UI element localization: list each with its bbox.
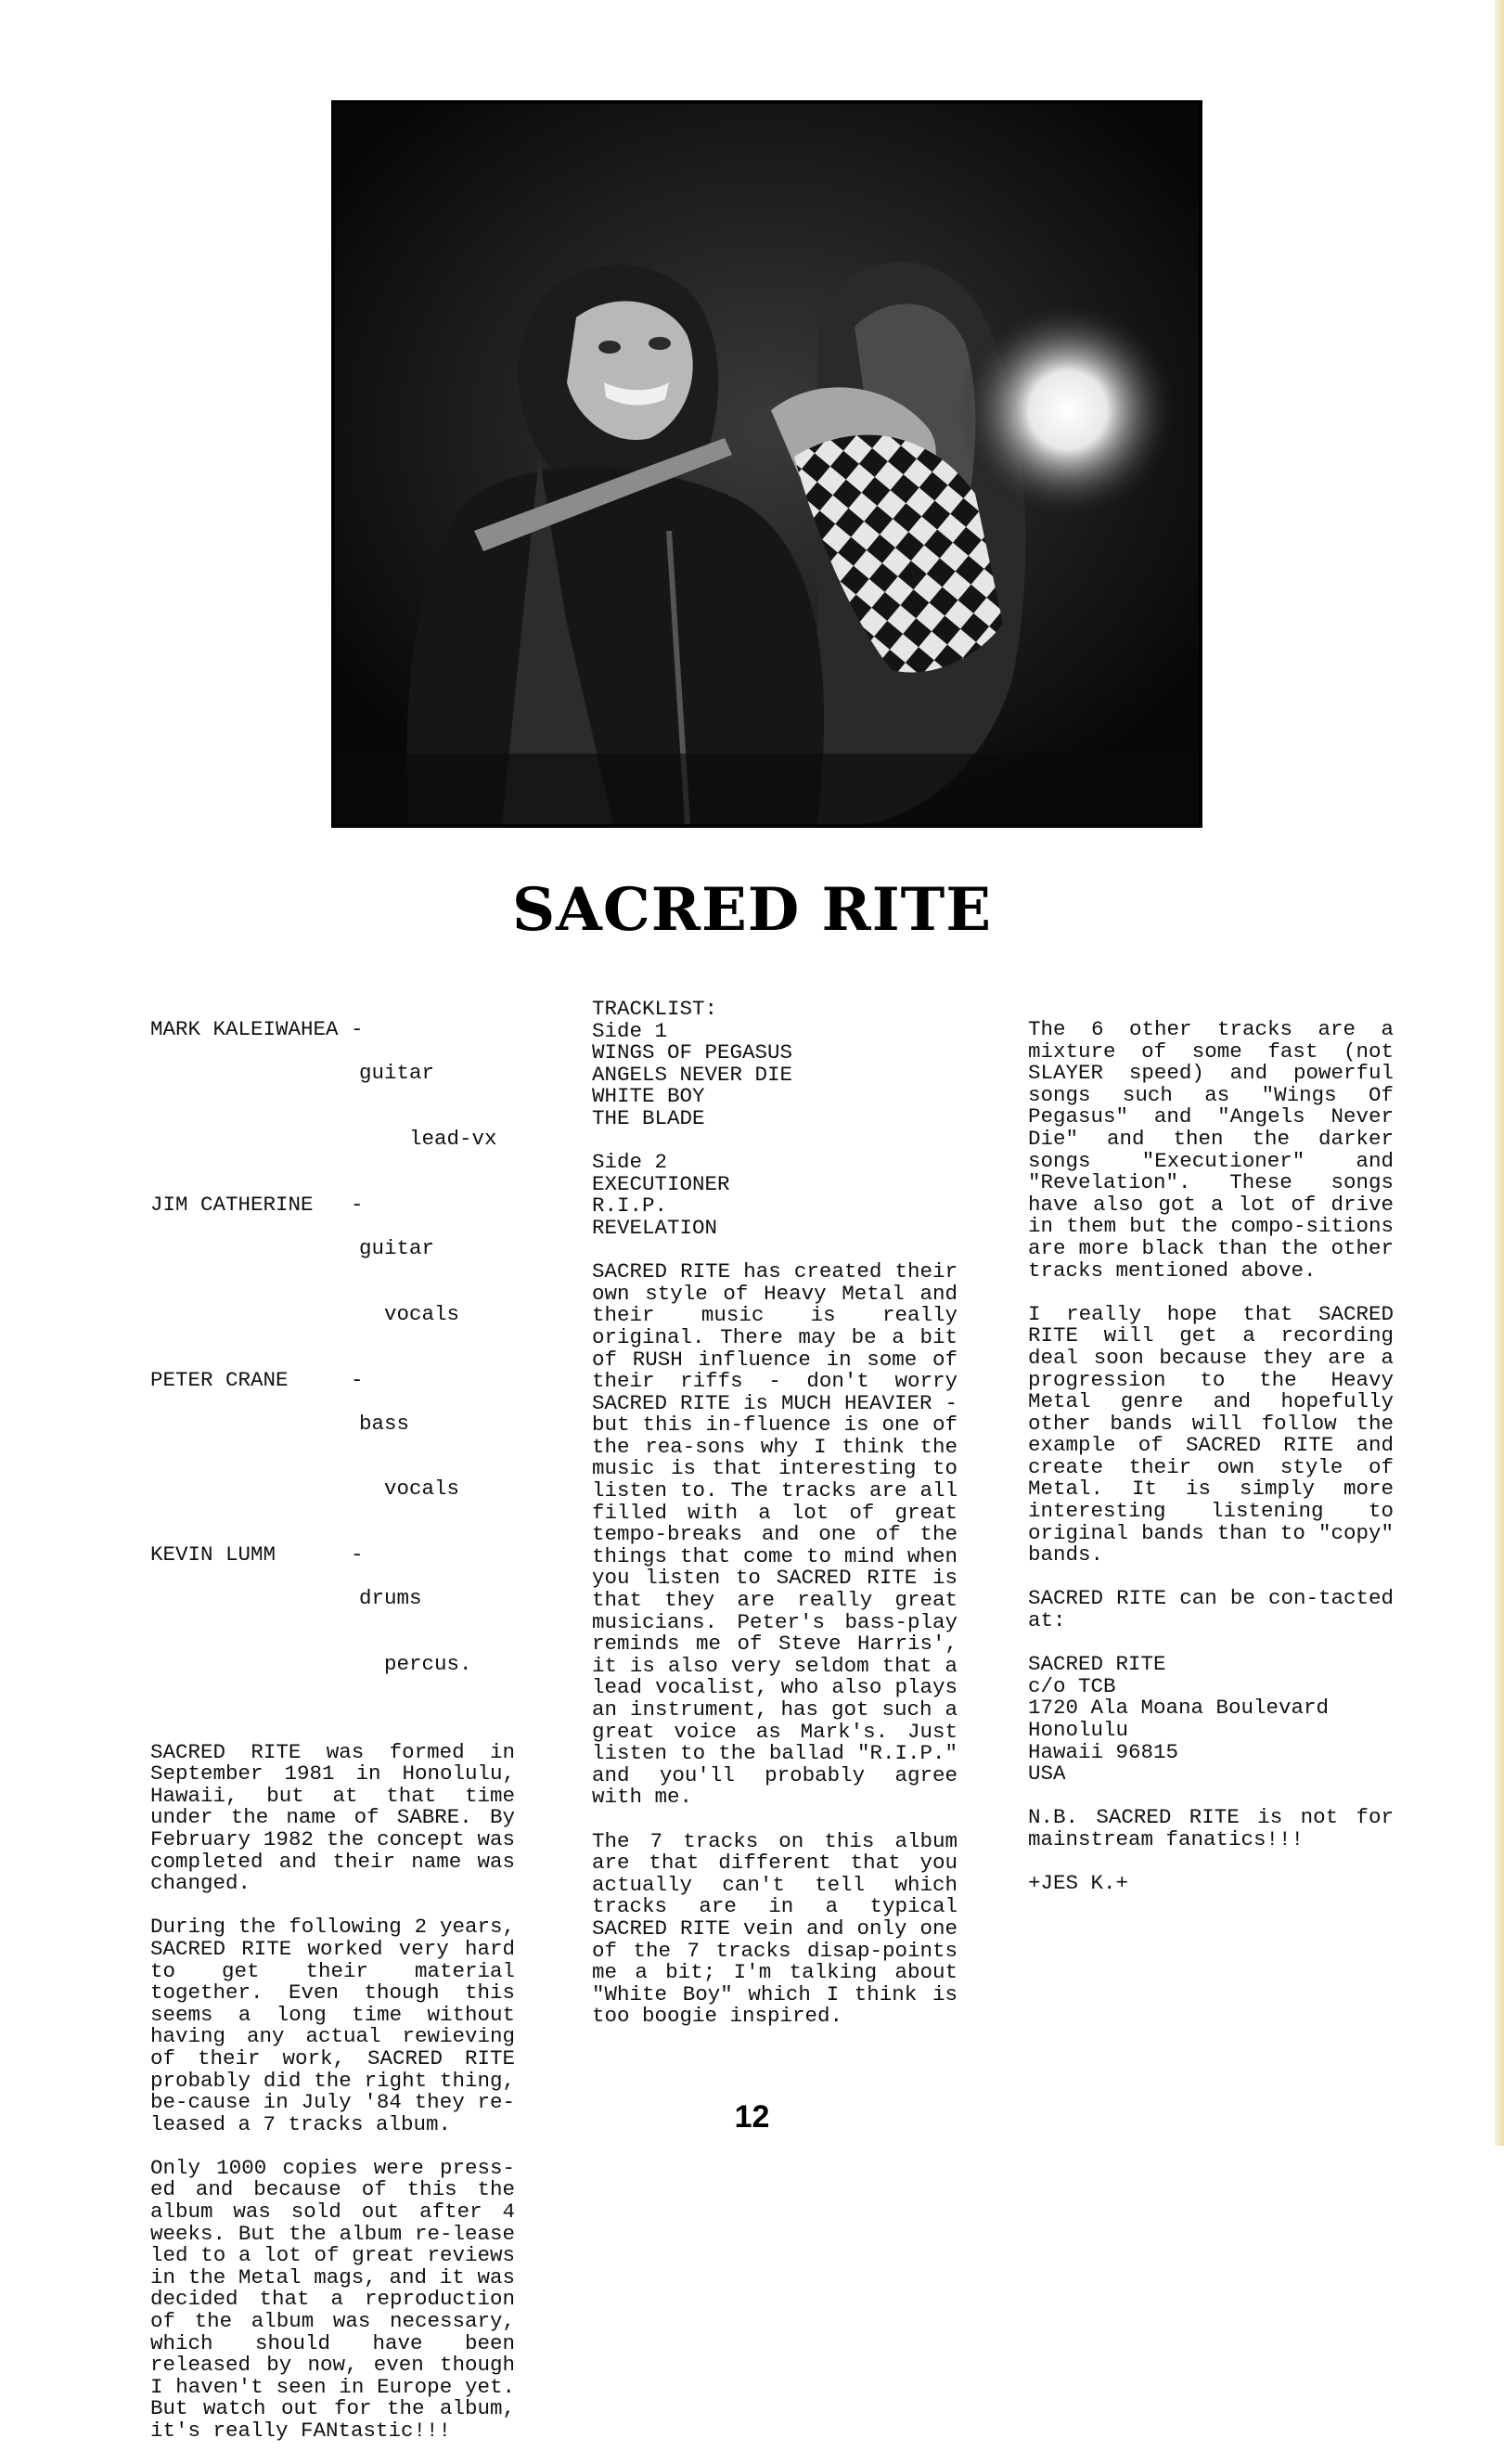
member-name: KEVIN LUMM - (150, 1542, 364, 1567)
member-role: drums percus. (359, 1586, 472, 1677)
tracklist (592, 999, 958, 1240)
track-title: ANGELS NEVER DIE (592, 1062, 793, 1087)
band-lineup (150, 1019, 515, 1720)
member-name: MARK KALEIWAHEA - (150, 1017, 364, 1041)
track-title: R.I.P. (592, 1193, 668, 1219)
column-right (1028, 1019, 1394, 1916)
closing-note: N.B. SACRED RITE is not for mainstream fanatics!!! (1028, 1805, 1394, 1851)
track-title: EXECUTIONER (592, 1171, 730, 1196)
column-left (150, 1019, 515, 2464)
address-line: Hawaii 96815 (1028, 1739, 1179, 1764)
paragraph: Only 1000 copies were press-ed and because of this the album was sold out after 4 weeks. But the album re-lease led to a lot of great reviews in the Metal mags, and it was decided that a reproduction of the album was necessary, which should have been released by now, even though I haven't seen in Europe yet. But watch out for the album, it's really FANtastic!!! (150, 2155, 515, 2443)
author-signature: +JES K.+ (1028, 1871, 1129, 1896)
side-label: Side 2 (592, 1150, 668, 1175)
track-title: REVELATION (592, 1215, 718, 1240)
column-middle (592, 999, 958, 2050)
tracklist-heading: TRACKLIST: (592, 997, 718, 1021)
track-title: WHITE BOY (592, 1084, 705, 1109)
paragraph: I really hope that SACRED RITE will get a recording deal soon because they are a progression to the Heavy Metal genre and hopefully other bands will follow the example of SACRED RITE and create their own style of Metal. It is simply more interesting listening to original bands than to "copy" bands. (1028, 1301, 1394, 1567)
member-name: JIM CATHERINE - (150, 1192, 364, 1217)
member-role: guitar lead-vx (359, 1061, 497, 1151)
paragraph: SACRED RITE has created their own style of Heavy Metal and their music is really original. There may be a bit of RUSH influence in some of their riffs - don't worry SACRED RITE is MUCH HEAVIER - but this in-fluence is one of the rea-sons why I think the music is that interesting to listen to. The tracks are all filled with a lot of great tempo-breaks and one of the things that come to mind when you listen to SACRED RITE is that they are really great musicians. Peter's bass-play reminds me of Steve Harris', it is also very seldom that a lead vocalist, who also plays an instrument, has got such a great voice as Mark's. Just listen to the ballad "R.I.P." and you'll probably agree with me. (592, 1259, 958, 1810)
page-edge (1495, 0, 1504, 2146)
paragraph: The 6 other tracks are a mixture of some fast (not SLAYER speed) and powerful songs such as "Wings Of Pegasus" and "Angels Never Die" and then the darker songs "Executioner" and "Revelation". These songs have also got a lot of drive in them but the compo-sitions are more black than the other tracks mentioned above. (1028, 1017, 1394, 1283)
paragraph: SACRED RITE was formed in September 1981 in Honolulu, Hawaii, but at that time under the name of SABRE. By February 1982 the concept was completed and their name was changed. (150, 1739, 515, 1896)
contact-address (1028, 1654, 1394, 1786)
track-title: THE BLADE (592, 1105, 705, 1130)
article-headline: SACRED RITE (511, 875, 993, 945)
paragraph: During the following 2 years, SACRED RITE worked very hard to get their material together. Even though this seems a long time without having any actual rewieving of their work, SACRED RITE probably did the right thing, be-cause in July '84 they re-leased a 7 tracks album. (150, 1915, 515, 2136)
address-line: USA (1028, 1761, 1066, 1787)
band-photo (331, 100, 1202, 828)
paragraph: SACRED RITE can be con-tacted at: (1028, 1586, 1394, 1633)
member-role: bass vocals (359, 1411, 460, 1502)
member-name: PETER CRANE - (150, 1367, 364, 1392)
member-role: guitar vocals (359, 1235, 460, 1326)
paragraph: The 7 tracks on this album are that different that you actually can't tell which tracks are in a typical SACRED RITE vein and only one of the 7 tracks disap-points me a bit; I'm talking about "White Boy" which I think is too boogie inspired. (592, 1828, 958, 2029)
address-line: SACRED RITE (1028, 1652, 1166, 1677)
page-number: 12 (734, 2099, 770, 2135)
address-line: 1720 Ala Moana Boulevard (1028, 1696, 1330, 1721)
address-line: c/o TCB (1028, 1673, 1116, 1698)
track-title: WINGS OF PEGASUS (592, 1040, 793, 1065)
address-line: Honolulu (1028, 1718, 1129, 1742)
side-label: Side 1 (592, 1018, 668, 1043)
